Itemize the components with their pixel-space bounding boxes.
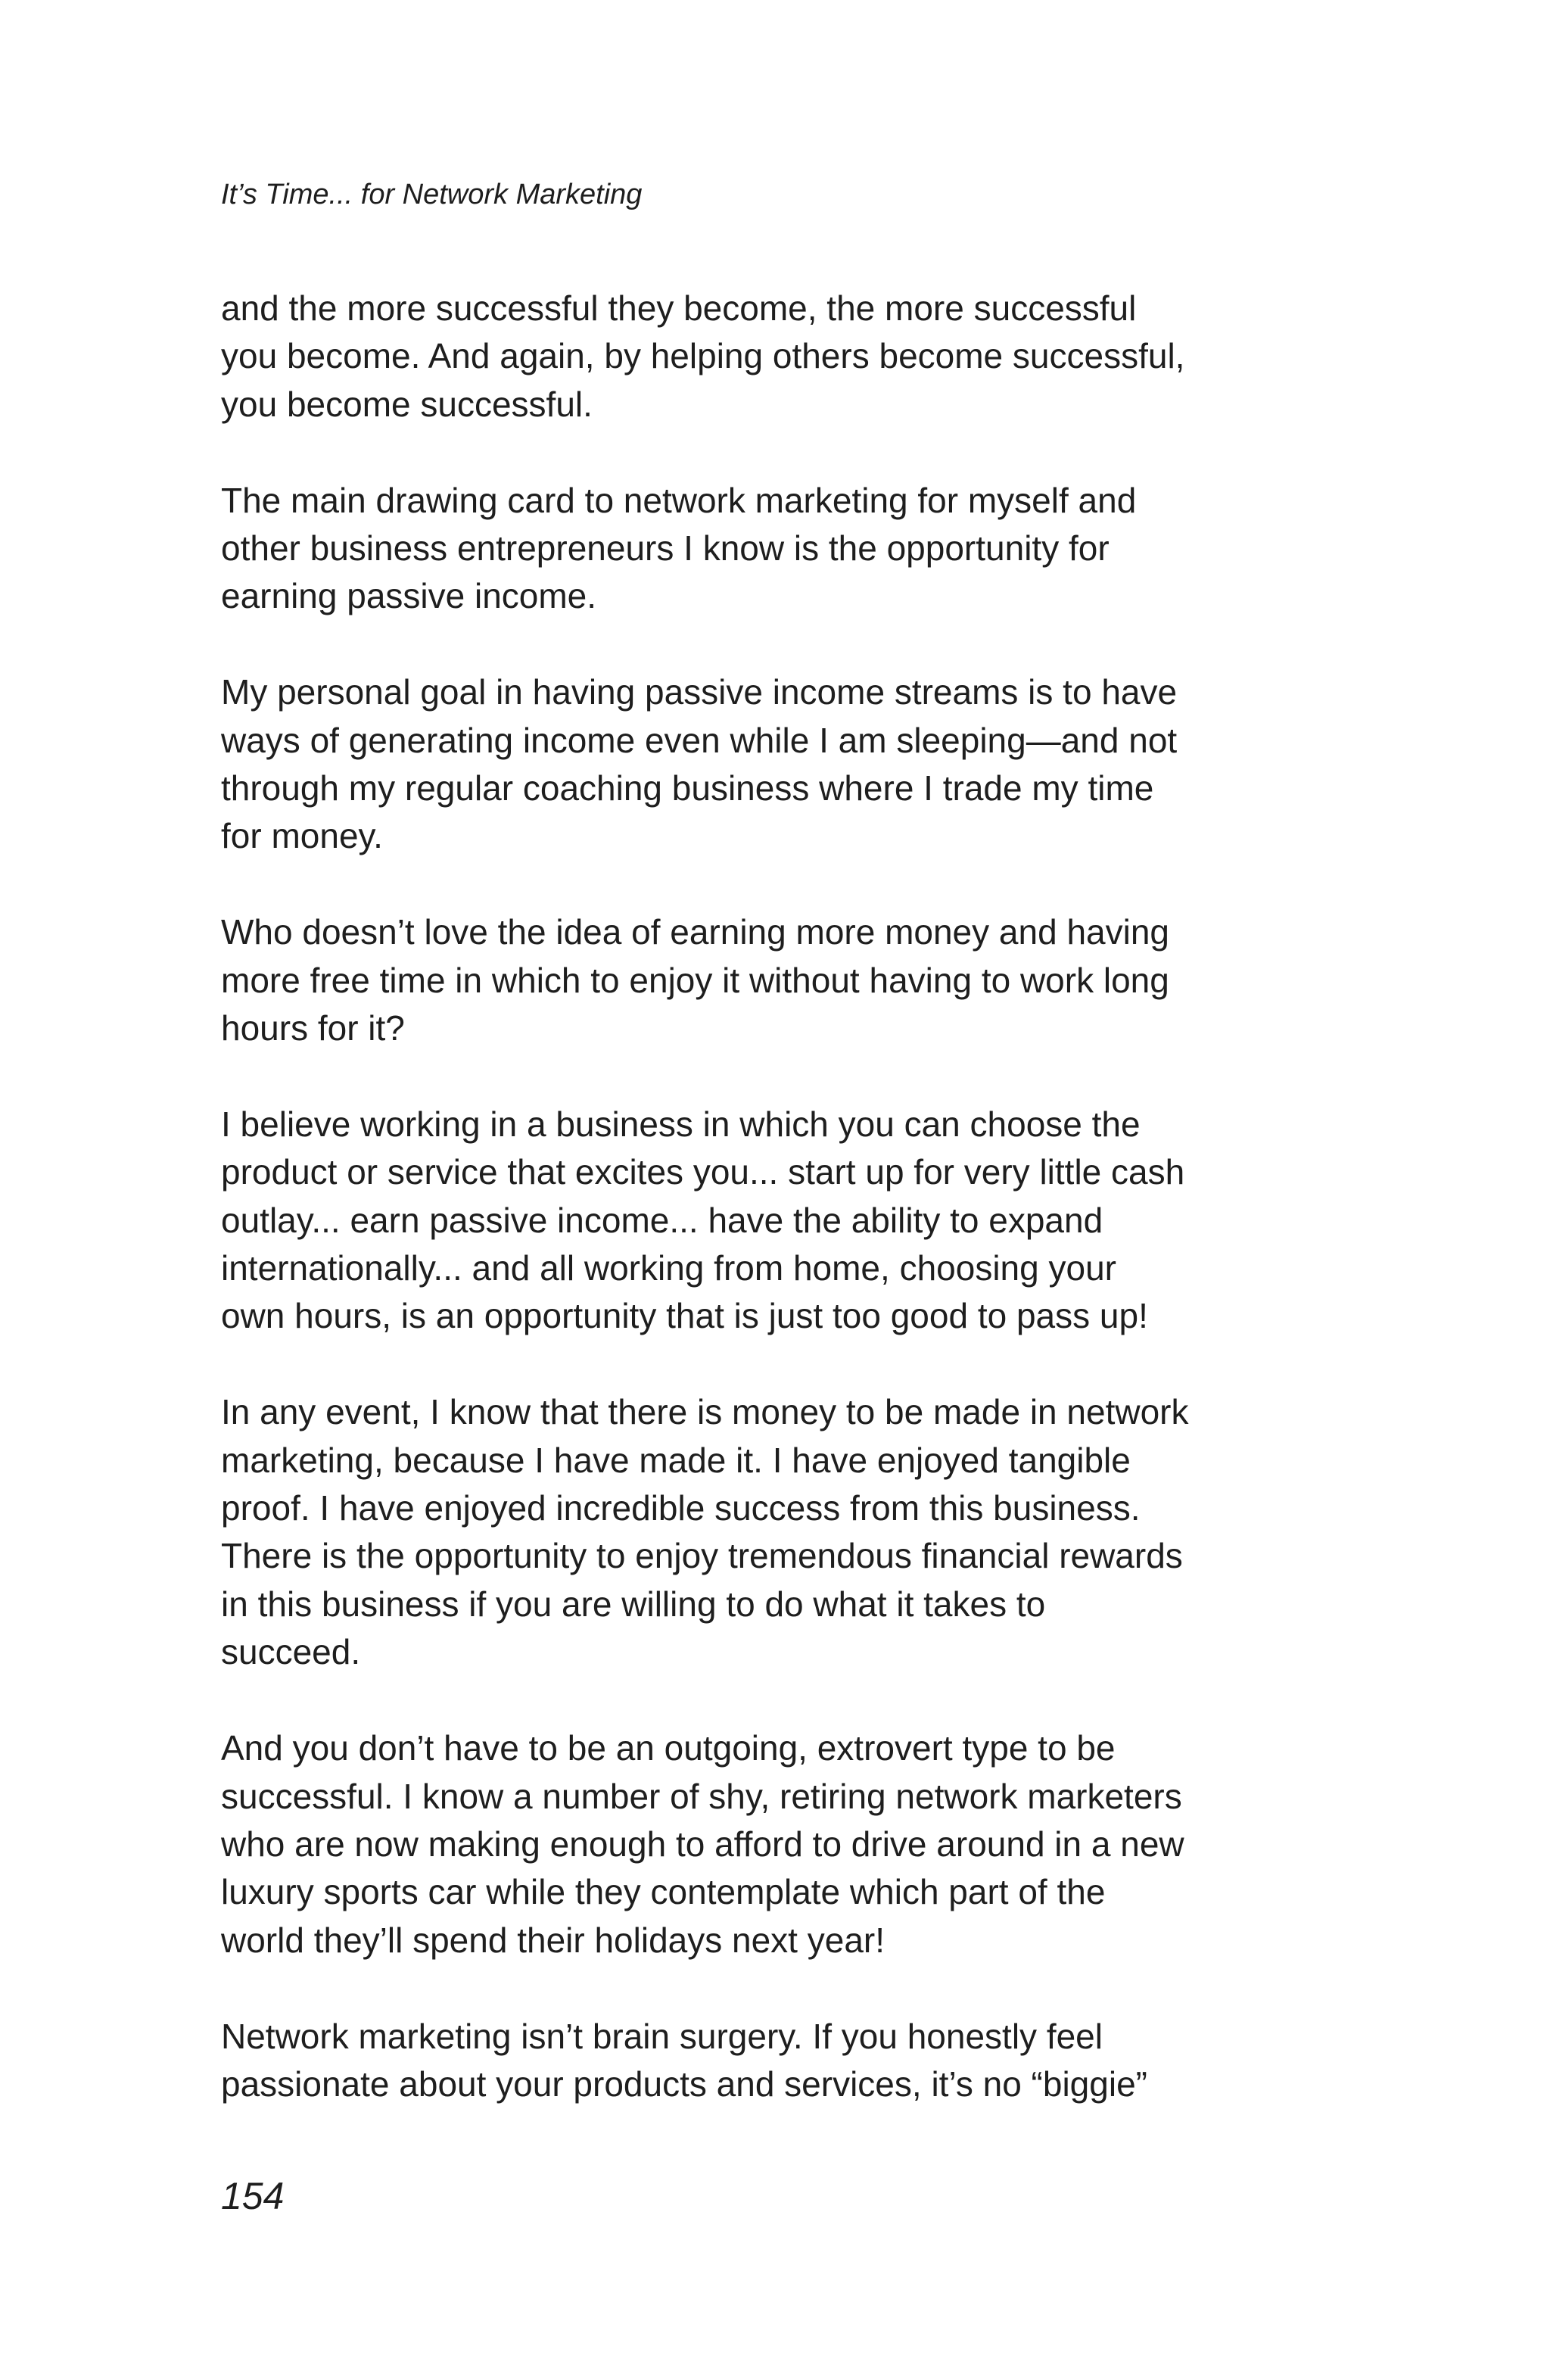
text-line: passionate about your products and services, it’s no “biggie”	[221, 2064, 1147, 2104]
text-line: My personal goal in having passive income streams is to have	[221, 672, 1178, 712]
text-line: luxury sports car while they contemplate which part of the	[221, 1872, 1106, 1912]
text-line: more free time in which to enjoy it without having to work long	[221, 960, 1169, 1000]
text-line: in this business if you are willing to do what it takes to	[221, 1584, 1046, 1624]
text-line: And you don’t have to be an outgoing, extrovert type to be	[221, 1728, 1116, 1768]
text-line: earning passive income.	[221, 576, 597, 616]
text-line: other business entrepreneurs I know is the opportunity for	[221, 528, 1110, 569]
paragraph	[221, 285, 1356, 428]
text-line: marketing, because I have made it. I have enjoyed tangible	[221, 1440, 1131, 1480]
text-line: I believe working in a business in which you can choose the	[221, 1104, 1141, 1144]
text-line: and the more successful they become, the more successful	[221, 288, 1137, 328]
text-line: you become. And again, by helping others become successful,	[221, 336, 1185, 376]
text-line: succeed.	[221, 1632, 361, 1672]
text-line: internationally... and all working from home, choosing your	[221, 1248, 1116, 1288]
paragraph	[221, 908, 1356, 1052]
text-line: who are now making enough to afford to drive around in a new	[221, 1824, 1184, 1864]
text-line: world they’ll spend their holidays next year!	[221, 1920, 885, 1960]
paragraph	[221, 477, 1356, 621]
text-line: The main drawing card to network marketing for myself and	[221, 480, 1137, 520]
text-line: own hours, is an opportunity that is just too good to pass up!	[221, 1296, 1148, 1336]
text-line: There is the opportunity to enjoy tremendous financial rewards	[221, 1536, 1183, 1576]
text-line: ways of generating income even while I am sleeping—and not	[221, 720, 1178, 760]
text-line: through my regular coaching business where I trade my time	[221, 768, 1154, 808]
text-line: for money.	[221, 816, 383, 856]
paragraph	[221, 1388, 1356, 1676]
body-text	[221, 285, 1356, 2157]
text-line: Who doesn’t love the idea of earning more money and having	[221, 912, 1170, 952]
text-line: proof. I have enjoyed incredible success from this business.	[221, 1488, 1141, 1528]
paragraph	[221, 1724, 1356, 1964]
running-header: It’s Time... for Network Marketing	[221, 179, 643, 210]
paragraph	[221, 668, 1356, 861]
text-line: In any event, I know that there is money to be made in network	[221, 1392, 1189, 1432]
text-line: you become successful.	[221, 384, 593, 424]
text-line: successful. I know a number of shy, retiring network marketers	[221, 1776, 1182, 1816]
page-number: 154	[221, 2175, 285, 2217]
text-line: Network marketing isn’t brain surgery. If you honestly feel	[221, 2016, 1103, 2056]
text-line: outlay... earn passive income... have the ability to expand	[221, 1200, 1103, 1240]
text-line: product or service that excites you... start up for very little cash	[221, 1152, 1185, 1192]
paragraph	[221, 1101, 1356, 1341]
text-line: hours for it?	[221, 1008, 405, 1048]
paragraph	[221, 2013, 1356, 2109]
